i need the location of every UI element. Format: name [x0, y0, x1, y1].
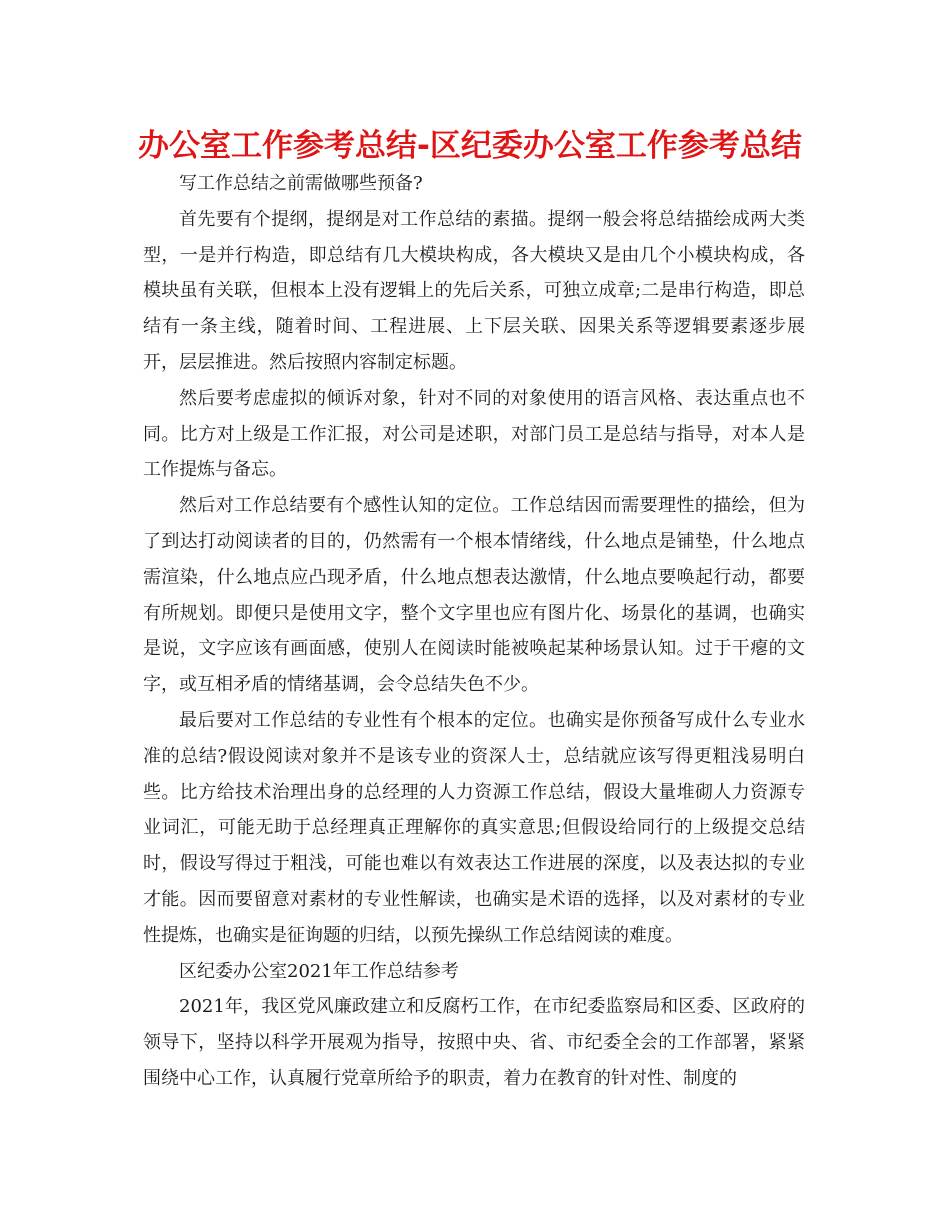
paragraph-2021-intro: 2021年，我区党风廉政建立和反腐朽工作，在市纪委监察局和区委、区政府的领导下，坚持以科学开展观为指导，按照中央、省、市纪委全会的工作部署，紧紧围绕中心工作，认真履行党章所给予的职责，着力在教育的针对性、制度的	[143, 996, 805, 1089]
paragraph-emotional-positioning: 然后对工作总结要有个感性认知的定位。工作总结因而需要理性的描绘，但为了到达打动阅读者的目的，仍然需有一个根本情绪线，什么地点是铺垫，什么地点需渲染，什么地点应凸现矛盾，什么地点想表达激情，什么地点要唤起行动，都要有所规划。即便只是使用文字，整个文字里也应有图片化、场景化的基调，也确实是说，文字应该有画面感，使别人在阅读时能被唤起某种场景认知。过于干瘪的文字，或互相矛盾的情绪基调，会令总结失色不少。	[143, 495, 805, 696]
section-heading-2021-summary: 区纪委办公室2021年工作总结参考	[179, 960, 459, 982]
paragraph-outline: 首先要有个提纲，提纲是对工作总结的素描。提纲一般会将总结描绘成两大类型，一是并行构造，即总结有几大模块构成，各大模块又是由几个小模块构成，各模块虽有关联，但根本上没有逻辑上的先后关系，可独立成章;二是串行构造，即总结有一条主线，随着时间、工程进展、上下层关联、因果关系等逻辑要素逐步展开，层层推进。然后按照内容制定标题。	[143, 208, 805, 373]
paragraph-professional-positioning: 最后要对工作总结的专业性有个根本的定位。也确实是你预备写成什么专业水准的总结?假设阅读对象并不是该专业的资深人士，总结就应该写得更粗浅易明白些。比方给技术治理出身的总经理的人力资源工作总结，假设大量堆砌人力资源专业词汇，可能无助于总经理真正理解你的真实意思;但假设给同行的上级提交总结时，假设写得过于粗浅，可能也难以有效表达工作进展的深度，以及表达拟的专业才能。因而要留意对素材的专业性解读，也确实是术语的选择，以及对素材的专业性提炼，也确实是征询题的归结，以预先操纵工作总结阅读的难度。	[143, 709, 805, 946]
paragraph-preparation-question: 写工作总结之前需做哪些预备?	[179, 173, 423, 194]
document-title: 办公室工作参考总结-区纪委办公室工作参考总结	[138, 128, 802, 164]
paragraph-audience: 然后要考虑虚拟的倾诉对象，针对不同的对象使用的语言风格、表达重点也不同。比方对上级是工作汇报，对公司是述职，对部门员工是总结与指导，对本人是工作提炼与备忘。	[143, 387, 805, 481]
document-body	[143, 166, 805, 1097]
